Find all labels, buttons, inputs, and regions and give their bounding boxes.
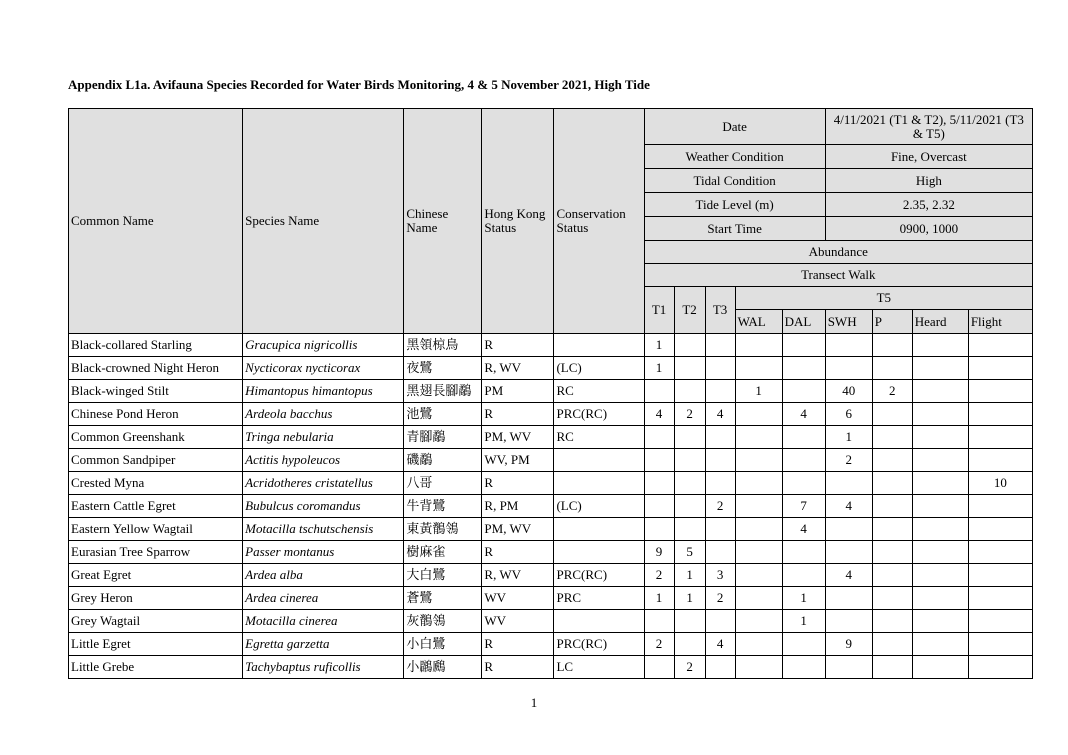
- col-header-t3: T3: [705, 287, 735, 334]
- chinese-name-cell: 八哥: [404, 472, 482, 495]
- flight-count-cell: [968, 426, 1032, 449]
- p-count-cell: [872, 610, 912, 633]
- wal-count-cell: [735, 449, 782, 472]
- t2-count-cell: [674, 610, 705, 633]
- p-count-cell: [872, 357, 912, 380]
- species-name-cell: Bubulcus coromandus: [243, 495, 404, 518]
- p-count-cell: [872, 449, 912, 472]
- hk-status-cell: WV: [482, 610, 554, 633]
- t2-count-cell: 1: [674, 587, 705, 610]
- t2-count-cell: 5: [674, 541, 705, 564]
- dal-count-cell: [782, 541, 825, 564]
- conservation-status-cell: [554, 472, 644, 495]
- t3-count-cell: [705, 380, 735, 403]
- heard-count-cell: [912, 587, 968, 610]
- dal-count-cell: 4: [782, 518, 825, 541]
- date-label: Date: [644, 109, 825, 145]
- wal-count-cell: [735, 656, 782, 679]
- heard-count-cell: [912, 357, 968, 380]
- hk-status-cell: R, WV: [482, 357, 554, 380]
- heard-count-cell: [912, 426, 968, 449]
- dal-count-cell: [782, 633, 825, 656]
- table-row: [69, 380, 1033, 403]
- hk-status-cell: PM, WV: [482, 426, 554, 449]
- wal-count-cell: [735, 334, 782, 357]
- document-title: Appendix L1a. Avifauna Species Recorded for Water Birds Monitoring, 4 & 5 November 2021, High Tide: [68, 77, 650, 92]
- t3-count-cell: [705, 357, 735, 380]
- species-name-cell: Motacilla tschutschensis: [243, 518, 404, 541]
- flight-count-cell: [968, 633, 1032, 656]
- chinese-name-cell: 蒼鷺: [404, 587, 482, 610]
- table-row: [69, 587, 1033, 610]
- chinese-name-cell: 磯鷸: [404, 449, 482, 472]
- chinese-name-cell: 黑領椋鳥: [404, 334, 482, 357]
- species-name-cell: Himantopus himantopus: [243, 380, 404, 403]
- heard-count-cell: [912, 403, 968, 426]
- species-name-cell: Nycticorax nycticorax: [243, 357, 404, 380]
- common-name-cell: Grey Wagtail: [69, 610, 243, 633]
- start-time-value: 0900, 1000: [825, 217, 1032, 241]
- t2-count-cell: [674, 426, 705, 449]
- p-count-cell: [872, 334, 912, 357]
- species-name-cell: Ardeola bacchus: [243, 403, 404, 426]
- table-row: [69, 449, 1033, 472]
- dal-count-cell: 4: [782, 403, 825, 426]
- col-header-hk-status: Hong Kong Status: [482, 109, 554, 334]
- species-name-cell: Motacilla cinerea: [243, 610, 404, 633]
- transect-walk-label: Transect Walk: [644, 264, 1032, 287]
- conservation-status-cell: RC: [554, 426, 644, 449]
- tidal-value: High: [825, 169, 1032, 193]
- common-name-cell: Black-winged Stilt: [69, 380, 243, 403]
- common-name-cell: Little Egret: [69, 633, 243, 656]
- hk-status-cell: R: [482, 334, 554, 357]
- common-name-cell: Black-collared Starling: [69, 334, 243, 357]
- hk-status-cell: R: [482, 656, 554, 679]
- dal-count-cell: 1: [782, 587, 825, 610]
- t1-count-cell: [644, 380, 674, 403]
- tide-level-value: 2.35, 2.32: [825, 193, 1032, 217]
- col-header-t5: T5: [735, 287, 1032, 310]
- hk-status-cell: R, WV: [482, 564, 554, 587]
- hk-status-cell: R: [482, 541, 554, 564]
- date-value: 4/11/2021 (T1 & T2), 5/11/2021 (T3 & T5): [825, 109, 1032, 145]
- dal-count-cell: [782, 380, 825, 403]
- t1-count-cell: 1: [644, 357, 674, 380]
- hk-status-cell: WV, PM: [482, 449, 554, 472]
- weather-value: Fine, Overcast: [825, 145, 1032, 169]
- chinese-name-cell: 牛背鷺: [404, 495, 482, 518]
- col-header-chinese-name: Chinese Name: [404, 109, 482, 334]
- heard-count-cell: [912, 610, 968, 633]
- heard-count-cell: [912, 449, 968, 472]
- species-name-cell: Tachybaptus ruficollis: [243, 656, 404, 679]
- table-row: [69, 403, 1033, 426]
- hk-status-cell: R: [482, 633, 554, 656]
- t1-count-cell: [644, 472, 674, 495]
- swh-count-cell: 40: [825, 380, 872, 403]
- flight-count-cell: [968, 380, 1032, 403]
- heard-count-cell: [912, 518, 968, 541]
- t1-count-cell: [644, 610, 674, 633]
- flight-count-cell: [968, 587, 1032, 610]
- dal-count-cell: [782, 472, 825, 495]
- t2-count-cell: [674, 518, 705, 541]
- common-name-cell: Chinese Pond Heron: [69, 403, 243, 426]
- swh-count-cell: 4: [825, 495, 872, 518]
- swh-count-cell: 6: [825, 403, 872, 426]
- common-name-cell: Eurasian Tree Sparrow: [69, 541, 243, 564]
- dal-count-cell: [782, 426, 825, 449]
- species-name-cell: Egretta garzetta: [243, 633, 404, 656]
- common-name-cell: Little Grebe: [69, 656, 243, 679]
- heard-count-cell: [912, 380, 968, 403]
- species-table: [68, 108, 1033, 679]
- flight-count-cell: [968, 564, 1032, 587]
- flight-count-cell: [968, 541, 1032, 564]
- wal-count-cell: [735, 357, 782, 380]
- swh-count-cell: 2: [825, 449, 872, 472]
- weather-label: Weather Condition: [644, 145, 825, 169]
- t3-count-cell: [705, 449, 735, 472]
- heard-count-cell: [912, 541, 968, 564]
- tide-level-label: Tide Level (m): [644, 193, 825, 217]
- flight-count-cell: [968, 495, 1032, 518]
- t2-count-cell: 2: [674, 403, 705, 426]
- t2-count-cell: [674, 357, 705, 380]
- conservation-status-cell: RC: [554, 380, 644, 403]
- t3-count-cell: [705, 656, 735, 679]
- t3-count-cell: [705, 472, 735, 495]
- conservation-status-cell: [554, 449, 644, 472]
- swh-count-cell: [825, 357, 872, 380]
- flight-count-cell: [968, 403, 1032, 426]
- t3-count-cell: 2: [705, 495, 735, 518]
- swh-count-cell: [825, 610, 872, 633]
- t1-count-cell: [644, 449, 674, 472]
- table-row: [69, 541, 1033, 564]
- chinese-name-cell: 黑翅長腳鷸: [404, 380, 482, 403]
- p-count-cell: [872, 426, 912, 449]
- swh-count-cell: 1: [825, 426, 872, 449]
- t3-count-cell: 4: [705, 403, 735, 426]
- t3-count-cell: [705, 518, 735, 541]
- heard-count-cell: [912, 334, 968, 357]
- col-header-dal: DAL: [782, 310, 825, 334]
- species-name-cell: Ardea alba: [243, 564, 404, 587]
- chinese-name-cell: 小白鷺: [404, 633, 482, 656]
- t3-count-cell: [705, 334, 735, 357]
- p-count-cell: [872, 656, 912, 679]
- chinese-name-cell: 大白鷺: [404, 564, 482, 587]
- common-name-cell: Grey Heron: [69, 587, 243, 610]
- conservation-status-cell: LC: [554, 656, 644, 679]
- wal-count-cell: [735, 495, 782, 518]
- swh-count-cell: [825, 334, 872, 357]
- p-count-cell: [872, 472, 912, 495]
- swh-count-cell: 9: [825, 633, 872, 656]
- hk-status-cell: WV: [482, 587, 554, 610]
- dal-count-cell: [782, 656, 825, 679]
- flight-count-cell: [968, 334, 1032, 357]
- flight-count-cell: [968, 357, 1032, 380]
- hk-status-cell: R: [482, 403, 554, 426]
- table-body: [69, 334, 1033, 679]
- wal-count-cell: 1: [735, 380, 782, 403]
- t1-count-cell: 4: [644, 403, 674, 426]
- common-name-cell: Eastern Cattle Egret: [69, 495, 243, 518]
- conservation-status-cell: (LC): [554, 495, 644, 518]
- p-count-cell: [872, 403, 912, 426]
- t2-count-cell: [674, 633, 705, 656]
- chinese-name-cell: 小鸊鷉: [404, 656, 482, 679]
- t2-count-cell: [674, 380, 705, 403]
- table-row: [69, 564, 1033, 587]
- hk-status-cell: R, PM: [482, 495, 554, 518]
- wal-count-cell: [735, 587, 782, 610]
- chinese-name-cell: 池鷺: [404, 403, 482, 426]
- swh-count-cell: [825, 656, 872, 679]
- common-name-cell: Common Greenshank: [69, 426, 243, 449]
- col-header-t2: T2: [674, 287, 705, 334]
- hk-status-cell: PM: [482, 380, 554, 403]
- table-row: [69, 495, 1033, 518]
- chinese-name-cell: 青腳鷸: [404, 426, 482, 449]
- table-row: [69, 426, 1033, 449]
- p-count-cell: [872, 587, 912, 610]
- t3-count-cell: 3: [705, 564, 735, 587]
- dal-count-cell: [782, 564, 825, 587]
- wal-count-cell: [735, 472, 782, 495]
- t1-count-cell: [644, 495, 674, 518]
- t2-count-cell: [674, 472, 705, 495]
- dal-count-cell: [782, 357, 825, 380]
- conservation-status-cell: PRC(RC): [554, 403, 644, 426]
- species-name-cell: Tringa nebularia: [243, 426, 404, 449]
- p-count-cell: [872, 518, 912, 541]
- wal-count-cell: [735, 518, 782, 541]
- wal-count-cell: [735, 541, 782, 564]
- page-number: 1: [530, 695, 538, 710]
- chinese-name-cell: 夜鷺: [404, 357, 482, 380]
- table-row: [69, 518, 1033, 541]
- wal-count-cell: [735, 564, 782, 587]
- species-name-cell: Acridotheres cristatellus: [243, 472, 404, 495]
- p-count-cell: 2: [872, 380, 912, 403]
- col-header-t1: T1: [644, 287, 674, 334]
- common-name-cell: Crested Myna: [69, 472, 243, 495]
- dal-count-cell: [782, 334, 825, 357]
- heard-count-cell: [912, 472, 968, 495]
- flight-count-cell: [968, 518, 1032, 541]
- wal-count-cell: [735, 633, 782, 656]
- swh-count-cell: [825, 587, 872, 610]
- chinese-name-cell: 灰鶺鴒: [404, 610, 482, 633]
- conservation-status-cell: [554, 518, 644, 541]
- start-time-label: Start Time: [644, 217, 825, 241]
- t1-count-cell: [644, 656, 674, 679]
- heard-count-cell: [912, 564, 968, 587]
- flight-count-cell: [968, 610, 1032, 633]
- t2-count-cell: [674, 334, 705, 357]
- common-name-cell: Eastern Yellow Wagtail: [69, 518, 243, 541]
- t1-count-cell: 2: [644, 564, 674, 587]
- conservation-status-cell: PRC(RC): [554, 633, 644, 656]
- t1-count-cell: [644, 518, 674, 541]
- table-row: [69, 656, 1033, 679]
- t3-count-cell: [705, 426, 735, 449]
- chinese-name-cell: 東黃鶺鴒: [404, 518, 482, 541]
- t3-count-cell: [705, 610, 735, 633]
- conservation-status-cell: [554, 541, 644, 564]
- table-row: [69, 610, 1033, 633]
- abundance-label: Abundance: [644, 241, 1032, 264]
- chinese-name-cell: 樹麻雀: [404, 541, 482, 564]
- species-name-cell: Passer montanus: [243, 541, 404, 564]
- table-row: [69, 334, 1033, 357]
- flight-count-cell: 10: [968, 472, 1032, 495]
- p-count-cell: [872, 495, 912, 518]
- species-name-cell: Ardea cinerea: [243, 587, 404, 610]
- col-header-species-name: Species Name: [243, 109, 404, 334]
- t1-count-cell: 2: [644, 633, 674, 656]
- t3-count-cell: 2: [705, 587, 735, 610]
- t2-count-cell: 2: [674, 656, 705, 679]
- common-name-cell: Great Egret: [69, 564, 243, 587]
- species-name-cell: Actitis hypoleucos: [243, 449, 404, 472]
- swh-count-cell: 4: [825, 564, 872, 587]
- conservation-status-cell: (LC): [554, 357, 644, 380]
- p-count-cell: [872, 564, 912, 587]
- tidal-label: Tidal Condition: [644, 169, 825, 193]
- conservation-status-cell: [554, 610, 644, 633]
- t1-count-cell: 1: [644, 587, 674, 610]
- swh-count-cell: [825, 541, 872, 564]
- conservation-status-cell: [554, 334, 644, 357]
- t1-count-cell: 1: [644, 334, 674, 357]
- col-header-heard: Heard: [912, 310, 968, 334]
- flight-count-cell: [968, 656, 1032, 679]
- wal-count-cell: [735, 426, 782, 449]
- col-header-conservation-status: Conservation Status: [554, 109, 644, 334]
- heard-count-cell: [912, 495, 968, 518]
- species-name-cell: Gracupica nigricollis: [243, 334, 404, 357]
- wal-count-cell: [735, 610, 782, 633]
- t3-count-cell: 4: [705, 633, 735, 656]
- hk-status-cell: R: [482, 472, 554, 495]
- heard-count-cell: [912, 633, 968, 656]
- dal-count-cell: [782, 449, 825, 472]
- common-name-cell: Common Sandpiper: [69, 449, 243, 472]
- conservation-status-cell: PRC(RC): [554, 564, 644, 587]
- col-header-swh: SWH: [825, 310, 872, 334]
- table-row: [69, 472, 1033, 495]
- swh-count-cell: [825, 518, 872, 541]
- dal-count-cell: 1: [782, 610, 825, 633]
- table-row: [69, 633, 1033, 656]
- col-header-common-name: Common Name: [69, 109, 243, 334]
- t3-count-cell: [705, 541, 735, 564]
- dal-count-cell: 7: [782, 495, 825, 518]
- t2-count-cell: [674, 495, 705, 518]
- t2-count-cell: 1: [674, 564, 705, 587]
- flight-count-cell: [968, 449, 1032, 472]
- p-count-cell: [872, 633, 912, 656]
- swh-count-cell: [825, 472, 872, 495]
- t2-count-cell: [674, 449, 705, 472]
- table-row: [69, 357, 1033, 380]
- col-header-wal: WAL: [735, 310, 782, 334]
- common-name-cell: Black-crowned Night Heron: [69, 357, 243, 380]
- t1-count-cell: [644, 426, 674, 449]
- wal-count-cell: [735, 403, 782, 426]
- p-count-cell: [872, 541, 912, 564]
- hk-status-cell: PM, WV: [482, 518, 554, 541]
- col-header-p: P: [872, 310, 912, 334]
- heard-count-cell: [912, 656, 968, 679]
- col-header-flight: Flight: [968, 310, 1032, 334]
- t1-count-cell: 9: [644, 541, 674, 564]
- conservation-status-cell: PRC: [554, 587, 644, 610]
